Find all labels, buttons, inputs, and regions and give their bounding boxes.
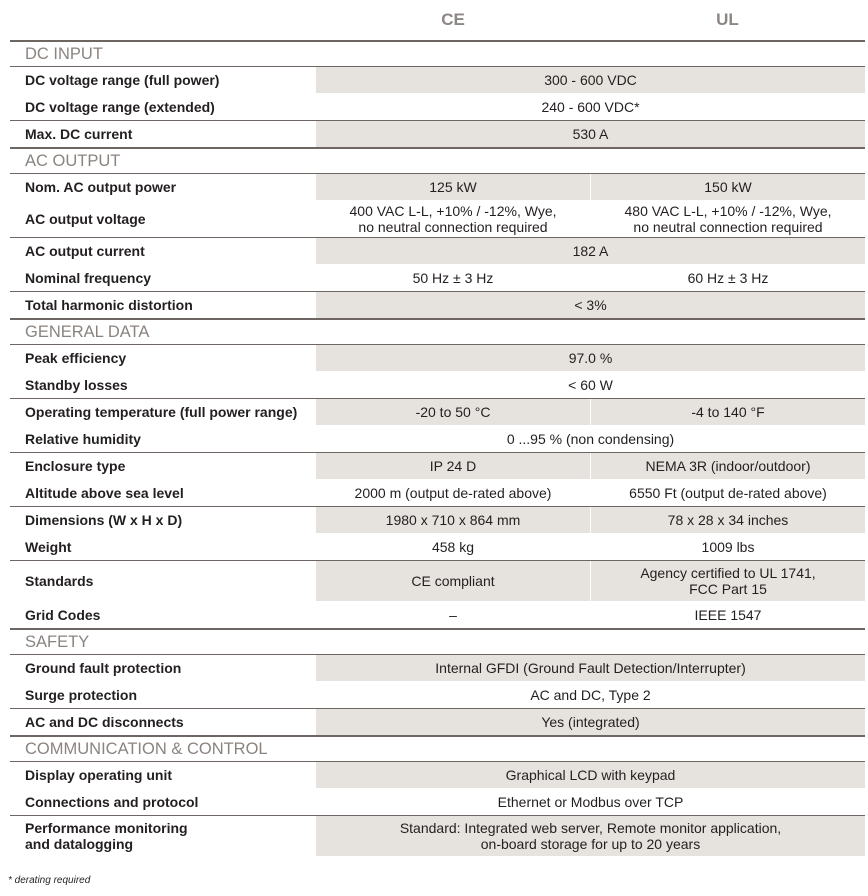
value-text: Graphical LCD with keypad xyxy=(505,767,676,783)
spec-label: Surge protection xyxy=(25,687,138,703)
spec-label: Altitude above sea level xyxy=(25,485,184,501)
text-line: FCC Part 15 xyxy=(689,581,767,597)
spec-value xyxy=(316,426,865,452)
footnote: * derating required xyxy=(8,875,91,886)
spec-value xyxy=(316,655,865,681)
spec-row xyxy=(10,291,865,318)
spec-row xyxy=(10,654,865,681)
value-text: CE compliant xyxy=(411,573,495,589)
value-text: 300 - 600 VDC xyxy=(544,72,637,88)
value-text: NEMA 3R (indoor/outdoor) xyxy=(645,458,811,474)
spec-value-ce xyxy=(316,561,590,601)
spec-label: Weight xyxy=(25,539,72,555)
spec-value xyxy=(316,762,865,788)
text-line: 480 VAC L-L, +10% / -12%, Wye, xyxy=(624,203,832,219)
value-text: 1009 lbs xyxy=(701,539,755,555)
value-text: 0 ...95 % (non condensing) xyxy=(506,431,675,447)
spec-row xyxy=(10,425,865,452)
spec-row xyxy=(10,237,865,264)
spec-value-ul xyxy=(590,453,865,479)
spec-value xyxy=(316,94,865,120)
spec-value xyxy=(316,292,865,318)
spec-row xyxy=(10,601,865,628)
value-text xyxy=(400,820,781,852)
value-text: -20 to 50 °C xyxy=(415,404,491,420)
spec-value xyxy=(316,372,865,398)
section-header: AC OUTPUT xyxy=(10,147,865,173)
spec-value-ce xyxy=(316,174,590,200)
value-text: IP 24 D xyxy=(429,458,477,474)
spec-label: Grid Codes xyxy=(25,607,101,623)
spec-row xyxy=(10,681,865,708)
text-line: Agency certified to UL 1741, xyxy=(640,565,816,581)
value-text: < 60 W xyxy=(568,377,613,393)
spec-row xyxy=(10,506,865,533)
spec-value xyxy=(316,238,865,264)
spec-value-ul xyxy=(590,399,865,425)
spec-value-ul xyxy=(590,265,865,291)
spec-value-ul xyxy=(590,507,865,533)
spec-row xyxy=(10,815,865,856)
spec-value-ce xyxy=(316,534,590,560)
spec-value-ul xyxy=(590,201,865,237)
spec-value xyxy=(316,121,865,147)
spec-value xyxy=(316,816,865,856)
spec-row xyxy=(10,120,865,147)
value-text xyxy=(640,565,815,597)
spec-row xyxy=(10,66,865,93)
spec-table xyxy=(10,0,865,856)
spec-label: Dimensions (W x H x D) xyxy=(25,512,183,528)
spec-label: DC voltage range (extended) xyxy=(25,99,215,115)
spec-value-ul xyxy=(590,561,865,601)
value-text: 6550 Ft (output de-rated above) xyxy=(629,485,827,501)
value-text: 150 kW xyxy=(704,179,752,195)
label-lines xyxy=(25,820,188,852)
value-text: 50 Hz ± 3 Hz xyxy=(412,270,494,286)
spec-label: Ground fault protection xyxy=(25,660,182,676)
section-header: SAFETY xyxy=(10,628,865,654)
spec-label: Peak efficiency xyxy=(25,350,127,366)
value-text: 240 - 600 VDC* xyxy=(541,99,640,115)
spec-value-ce xyxy=(316,201,590,237)
spec-value-ul xyxy=(590,534,865,560)
spec-row xyxy=(10,264,865,291)
spec-value xyxy=(316,682,865,708)
value-text: AC and DC, Type 2 xyxy=(530,687,651,703)
spec-label: Total harmonic distortion xyxy=(25,297,193,313)
spec-label: DC voltage range (full power) xyxy=(25,72,220,88)
spec-value xyxy=(316,345,865,371)
spec-row xyxy=(10,200,865,237)
value-text: 97.0 % xyxy=(568,350,613,366)
spec-label: Enclosure type xyxy=(25,458,126,474)
spec-label: Standards xyxy=(25,573,94,589)
text-line: Performance monitoring xyxy=(25,820,188,836)
spec-value-ce xyxy=(316,399,590,425)
value-text: 458 kg xyxy=(431,539,475,555)
value-text: IEEE 1547 xyxy=(694,607,762,623)
value-text: 530 A xyxy=(572,126,609,142)
text-line: Standard: Integrated web server, Remote monitor application, xyxy=(399,820,782,836)
spec-sections xyxy=(10,40,865,856)
spec-label: Relative humidity xyxy=(25,431,141,447)
spec-row xyxy=(10,344,865,371)
spec-value-ce xyxy=(316,453,590,479)
value-text: < 3% xyxy=(574,297,607,313)
spec-label: Nominal frequency xyxy=(25,270,152,286)
value-text: 1980 x 710 x 864 mm xyxy=(385,512,521,528)
spec-label: AC output voltage xyxy=(25,211,146,227)
spec-value xyxy=(316,789,865,815)
spec-value-ul xyxy=(590,174,865,200)
spec-row xyxy=(10,93,865,120)
spec-row xyxy=(10,560,865,601)
text-line: no neutral connection required xyxy=(633,219,823,235)
section-header: DC INPUT xyxy=(10,40,865,66)
spec-label: Standby losses xyxy=(25,377,128,393)
spec-label: Nom. AC output power xyxy=(25,179,177,195)
text-line: on-board storage for up to 20 years xyxy=(480,836,701,852)
spec-label: Operating temperature (full power range) xyxy=(25,404,298,420)
spec-value-ce xyxy=(316,602,590,628)
column-header-ul: UL xyxy=(716,10,739,29)
spec-label: Connections and protocol xyxy=(25,794,199,810)
spec-label: AC and DC disconnects xyxy=(25,714,184,730)
spec-row xyxy=(10,533,865,560)
spec-value-ul xyxy=(590,480,865,506)
spec-value-ce xyxy=(316,480,590,506)
value-text: 125 kW xyxy=(429,179,477,195)
spec-row xyxy=(10,173,865,200)
spec-label: AC output current xyxy=(25,243,145,259)
section-header: COMMUNICATION & CONTROL xyxy=(10,735,865,761)
value-text: Yes (integrated) xyxy=(541,714,640,730)
value-text: – xyxy=(449,607,457,623)
spec-row xyxy=(10,479,865,506)
section-header: GENERAL DATA xyxy=(10,318,865,344)
text-line: no neutral connection required xyxy=(358,219,548,235)
value-text: 182 A xyxy=(572,243,609,259)
spec-label xyxy=(10,816,316,856)
spec-row xyxy=(10,398,865,425)
value-text: -4 to 140 °F xyxy=(691,404,765,420)
spec-row xyxy=(10,371,865,398)
spec-value xyxy=(316,67,865,93)
value-text xyxy=(350,203,557,235)
spec-value-ul xyxy=(590,602,865,628)
spec-label: Max. DC current xyxy=(25,126,133,142)
spec-row xyxy=(10,788,865,815)
value-text: 60 Hz ± 3 Hz xyxy=(687,270,769,286)
text-line: 400 VAC L-L, +10% / -12%, Wye, xyxy=(349,203,557,219)
spec-value-ce xyxy=(316,265,590,291)
value-text: Internal GFDI (Ground Fault Detection/Interrupter) xyxy=(435,660,746,676)
spec-row xyxy=(10,761,865,788)
value-text xyxy=(625,203,832,235)
column-header-ce: CE xyxy=(441,10,465,29)
value-text: Ethernet or Modbus over TCP xyxy=(497,794,684,810)
column-header-row xyxy=(10,0,865,40)
spec-row xyxy=(10,452,865,479)
value-text: 2000 m (output de-rated above) xyxy=(354,485,552,501)
text-line: and datalogging xyxy=(25,836,134,852)
value-text: 78 x 28 x 34 inches xyxy=(667,512,789,528)
spec-value xyxy=(316,709,865,735)
spec-label: Display operating unit xyxy=(25,767,173,783)
spec-row xyxy=(10,708,865,735)
spec-value-ce xyxy=(316,507,590,533)
